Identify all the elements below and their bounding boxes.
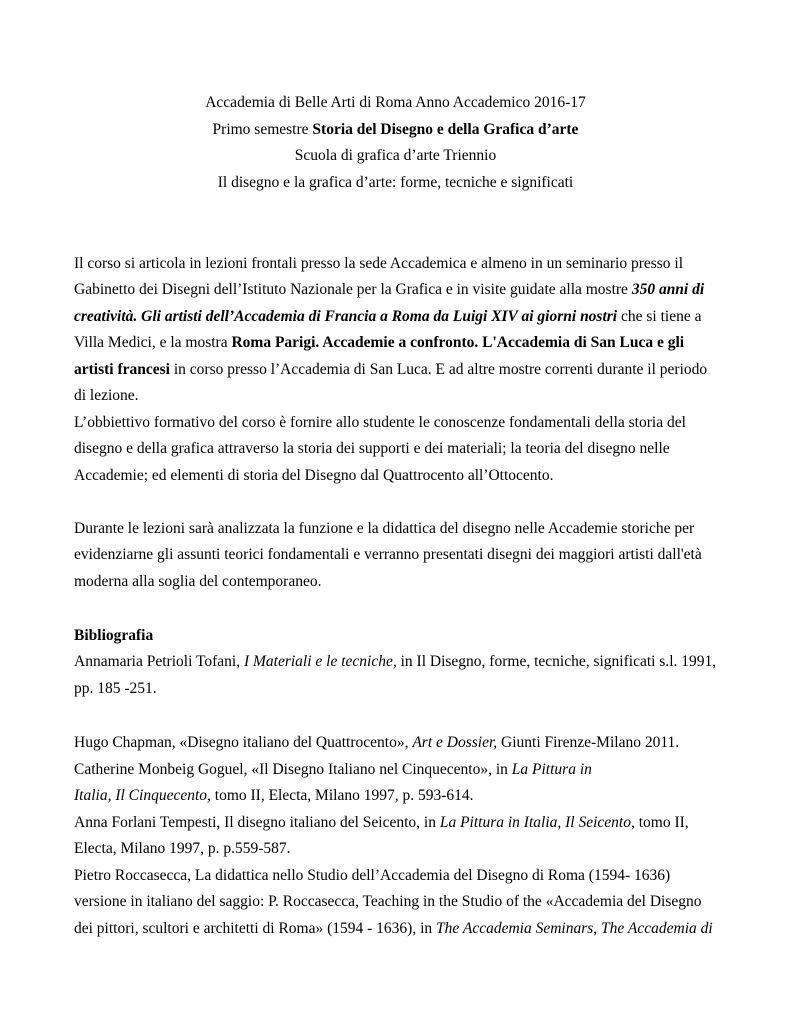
- book-title: La Pittura in Italia, Il Seicento,: [439, 814, 635, 831]
- book-title: The Accademia Seminars, The Accademia di: [436, 920, 713, 937]
- paragraph-line: evidenziarne gli assunti teorici fondamentali e verranno presentati disegni dei maggiori artisti dall'età: [74, 546, 702, 563]
- bibliography-heading: Bibliografia: [74, 627, 154, 644]
- bibliography-entry: [74, 760, 592, 780]
- text-run: Gabinetto dei Disegni dell’Istituto Nazionale per la Grafica e in visite guidate alla mostre: [74, 281, 632, 298]
- text-run: in corso presso l’Accademia di San Luca. E ad altre mostre correnti durante il periodo: [169, 361, 708, 378]
- header-school: Scuola di grafica d’arte Triennio: [294, 147, 497, 164]
- text-run: in Il Disegno, forme, tecniche, significati s.l. 1991,: [396, 653, 717, 670]
- text-run: Anna Forlani Tempesti, Il disegno italiano del Seicento, in: [74, 814, 440, 831]
- header-course: [0, 120, 791, 140]
- header-subtitle: Il disegno e la grafica d’arte: forme, tecniche e significati: [217, 174, 574, 191]
- objective-line: Accademie; ed elementi di storia del Disegno dal Quattrocento all’Ottocento.: [74, 467, 554, 484]
- text-run: tomo II, Electa, Milano 1997, p. 593-614.: [210, 787, 474, 804]
- text-run: dei pittori, scultori e architetti di Roma» (1594 - 1636), in: [74, 920, 437, 937]
- course-title: Storia del Disegno e della Grafica d’arte: [312, 121, 579, 138]
- text-run: Annamaria Petrioli Tofani,: [74, 653, 244, 670]
- paragraph-line: moderna alla soglia del contemporaneo.: [74, 573, 322, 590]
- exhibition-title: Roma Parigi. Accademie a confronto. L'Accademia di San Luca e gli: [231, 334, 685, 351]
- intro-line: [74, 333, 684, 353]
- intro-line: [74, 360, 707, 380]
- objective-line: disegno e della grafica attraverso la storia dei supporti e dei materiali; la teoria del disegno nelle: [74, 440, 670, 457]
- text-run: Villa Medici, e la mostra: [74, 334, 232, 351]
- text-run: Catherine Monbeig Goguel, «Il Disegno Italiano nel Cinquecento», in: [74, 761, 512, 778]
- text-run: che si tiene a: [617, 308, 702, 325]
- paragraph-line: Durante le lezioni sarà analizzata la funzione e la didattica del disegno nelle Accademie storiche per: [74, 520, 695, 537]
- book-title: Italia, Il Cinquecento,: [74, 787, 211, 804]
- intro-line: [74, 307, 701, 327]
- book-title: La Pittura in: [511, 761, 592, 778]
- text-run: Hugo Chapman, «Disegno italiano del Quattrocento»,: [74, 734, 413, 751]
- bibliography-entry-cont: versione in italiano del saggio: P. Roccasecca, Teaching in the Studio of the «Accademia del Disegno: [74, 893, 702, 910]
- bibliography-entry-cont: pp. 185 -251.: [74, 680, 157, 697]
- bibliography-entry-cont: [74, 919, 713, 939]
- header-institution: Accademia di Belle Arti di Roma Anno Accademico 2016-17: [205, 94, 586, 111]
- intro-line: Il corso si articola in lezioni frontali presso la sede Accademica e almeno in un seminario presso il: [74, 255, 684, 272]
- exhibition-title: 350 anni di: [631, 281, 705, 298]
- bibliography-entry: [74, 652, 716, 672]
- book-title: Art e Dossier,: [412, 734, 498, 751]
- book-title: I Materiali e le tecniche,: [243, 653, 397, 670]
- intro-line: [74, 280, 704, 300]
- intro-line: di lezione.: [74, 387, 139, 404]
- exhibition-title: creatività. Gli artisti dell’Accademia di Francia a Roma da Luigi XIV ai giorni nostri: [74, 308, 618, 325]
- bibliography-entry: [74, 733, 679, 753]
- bibliography-entry: [74, 813, 689, 833]
- objective-line: L’obbiettivo formativo del corso è fornire allo studente le conoscenze fondamentali della storia del: [74, 414, 686, 431]
- exhibition-title: artisti francesi: [74, 361, 170, 378]
- text-run: Giunti Firenze-Milano 2011.: [497, 734, 680, 751]
- header-semester: Primo semestre: [212, 121, 313, 138]
- bibliography-entry-cont: [74, 786, 473, 806]
- text-run: tomo II,: [634, 814, 689, 831]
- bibliography-entry-cont: Electa, Milano 1997, p. p.559-587.: [74, 840, 291, 857]
- bibliography-entry: Pietro Roccasecca, La didattica nello Studio dell’Accademia del Disegno di Roma (1594- 1636): [74, 867, 671, 884]
